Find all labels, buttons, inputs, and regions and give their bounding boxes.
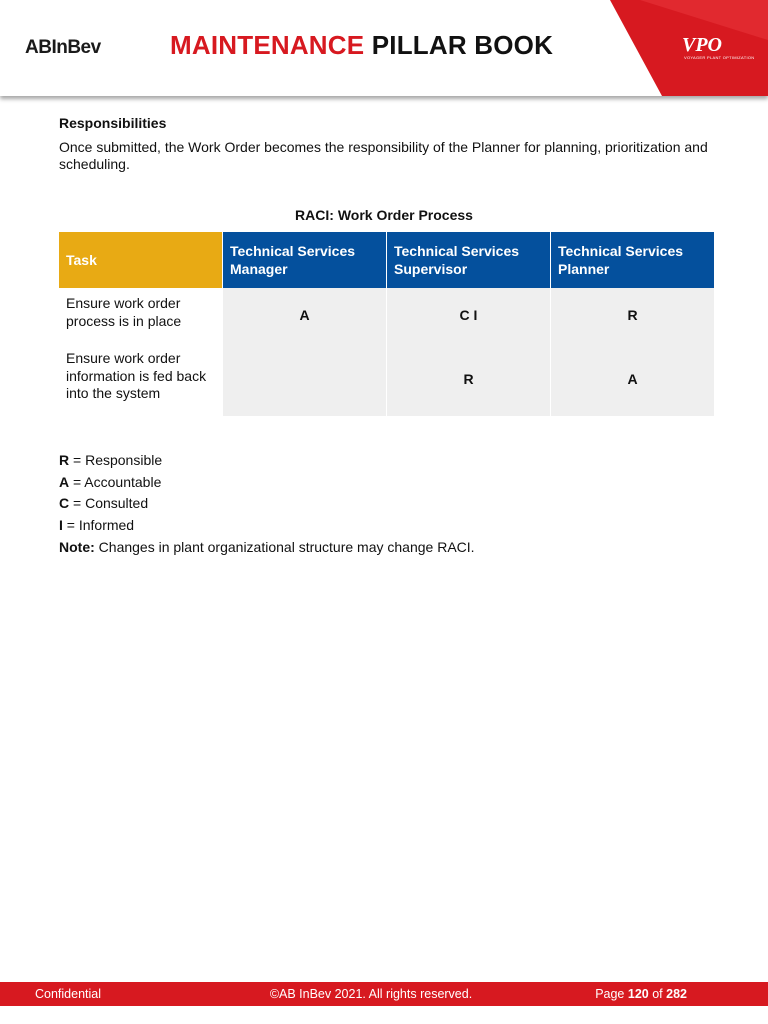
legend-item: A = Accountable [59, 473, 162, 490]
page-title [170, 30, 553, 61]
note-label: Note: [59, 539, 95, 555]
header-planner: Technical Services Planner [551, 232, 714, 288]
legend-item: C = Consulted [59, 495, 149, 511]
raci-cell: C I [387, 288, 551, 343]
abinbev-logo: ABInBev [25, 37, 101, 58]
table-row [59, 288, 714, 343]
raci-cell: R [551, 288, 714, 343]
raci-cell: A [223, 288, 387, 343]
raci-cell [223, 343, 387, 416]
footer-confidential: Confidential [35, 987, 102, 1001]
title-highlight: MAINTENANCE [170, 30, 365, 60]
table-caption: RACI: Work Order Process [295, 207, 473, 223]
section-title: Responsibilities [59, 115, 167, 131]
vpo-badge-sub: VOYAGER PLANT OPTIMIZATION [684, 55, 755, 60]
title-rest: PILLAR BOOK [371, 30, 554, 60]
vpo-badge: VPO [682, 34, 722, 56]
legend-item: R = Responsible [59, 452, 163, 468]
table-header-row [59, 232, 714, 288]
header-supervisor: Technical Services Supervisor [387, 232, 551, 288]
raci-legend [59, 450, 162, 536]
intro-paragraph: Once submitted, the Work Order becomes the responsibility of the Planner for planning, prioritization and scheduling. [59, 139, 708, 172]
footer-page-number: Page 120 of 282 [595, 987, 687, 1001]
raci-cell: A [551, 343, 714, 416]
page-header [0, 0, 768, 96]
raci-cell: R [387, 343, 551, 416]
task-cell: Ensure work order information is fed back into the system [59, 343, 223, 416]
header-task: Task [59, 232, 223, 288]
legend-item: I = Informed [59, 516, 135, 533]
footer-copyright: ©AB InBev 2021. All rights reserved. [269, 987, 473, 1001]
raci-table [59, 232, 714, 416]
vpo-logo [682, 34, 762, 64]
page-footer [0, 982, 768, 1006]
header-manager: Technical Services Manager [223, 232, 387, 288]
task-cell: Ensure work order process is in place [59, 288, 223, 343]
table-row [59, 343, 714, 416]
note-text: Changes in plant organizational structure may change RACI. [98, 539, 475, 555]
note [59, 539, 475, 555]
